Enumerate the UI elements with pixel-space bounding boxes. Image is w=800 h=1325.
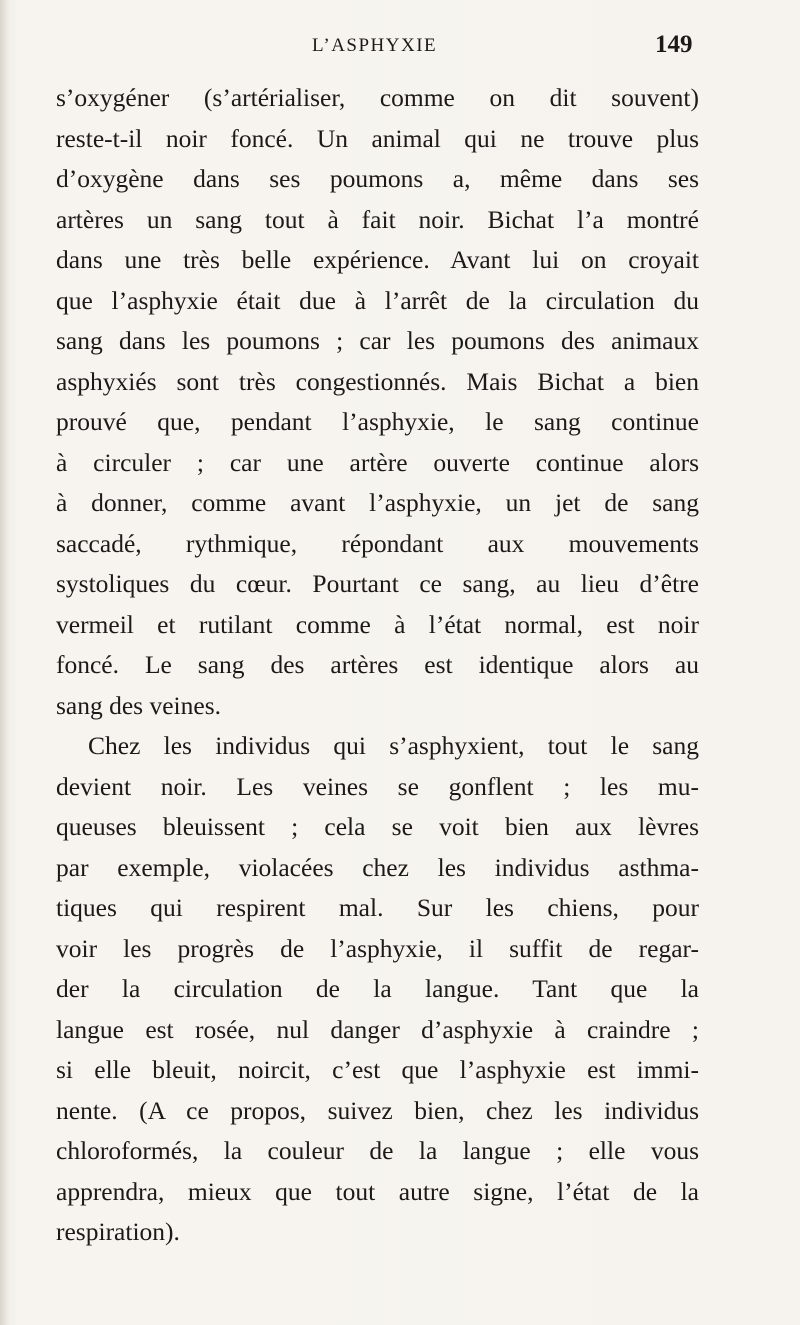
text-line: par exemple, violacées chez les individus asthma- bbox=[56, 852, 699, 882]
text-line: saccadé, rythmique, répondant aux mouvements bbox=[56, 528, 699, 558]
page-number: 149 bbox=[655, 31, 693, 58]
text-line: Chez les individus qui s’asphyxient, tout le sang bbox=[88, 731, 699, 760]
text-line: prouvé que, pendant l’asphyxie, le sang continue bbox=[56, 407, 699, 436]
text-line: vermeil et rutilant comme à l’état normal, est noir bbox=[56, 609, 699, 639]
binding-edge bbox=[0, 0, 10, 1325]
text-line: s’oxygéner (s’artérialiser, comme on dit souvent) bbox=[56, 83, 699, 112]
text-line: dans une très belle expérience. Avant lui on croyait bbox=[56, 245, 699, 274]
text-line: der la circulation de la langue. Tant que la bbox=[56, 974, 699, 1003]
text-line: artères un sang tout à fait noir. Bichat l’a montré bbox=[56, 204, 699, 234]
text-line: d’oxygène dans ses poumons a, même dans ses bbox=[56, 164, 699, 193]
text-line: nente. (A ce propos, suivez bien, chez les individus bbox=[56, 1095, 699, 1125]
text-line: systoliques du cœur. Pourtant ce sang, au lieu d’être bbox=[56, 569, 699, 598]
text-line: voir les progrès de l’asphyxie, il suffit de regar- bbox=[56, 933, 699, 963]
text-line: que l’asphyxie était due à l’arrêt de la circulation du bbox=[56, 285, 699, 315]
text-line: reste-t-il noir foncé. Un animal qui ne trouve plus bbox=[56, 123, 699, 153]
text-line: sang dans les poumons ; car les poumons des animaux bbox=[56, 326, 699, 355]
running-head: L’ASPHYXIE bbox=[312, 35, 438, 56]
text-line: queuses bleuissent ; cela se voit bien aux lèvres bbox=[56, 812, 699, 841]
text-line: devient noir. Les veines se gonflent ; les mu- bbox=[56, 771, 699, 801]
text-line: à circuler ; car une artère ouverte continue alors bbox=[56, 447, 699, 477]
page-header bbox=[0, 31, 800, 63]
text-line: apprendra, mieux que tout autre signe, l’état de la bbox=[56, 1176, 699, 1206]
text-line: respiration). bbox=[56, 1217, 180, 1246]
text-line: si elle bleuit, noircit, c’est que l’asphyxie est immi- bbox=[56, 1055, 699, 1084]
text-line: tiques qui respirent mal. Sur les chiens, pour bbox=[56, 893, 699, 922]
text-line: sang des veines. bbox=[56, 690, 222, 720]
text-line: chloroformés, la couleur de la langue ; elle vous bbox=[56, 1136, 699, 1165]
text-line: asphyxiés sont très congestionnés. Mais Bichat a bien bbox=[56, 366, 699, 396]
text-line: foncé. Le sang des artères est identique alors au bbox=[56, 650, 699, 679]
text-line: langue est rosée, nul danger d’asphyxie à craindre ; bbox=[56, 1014, 699, 1044]
text-line: à donner, comme avant l’asphyxie, un jet de sang bbox=[56, 488, 699, 517]
